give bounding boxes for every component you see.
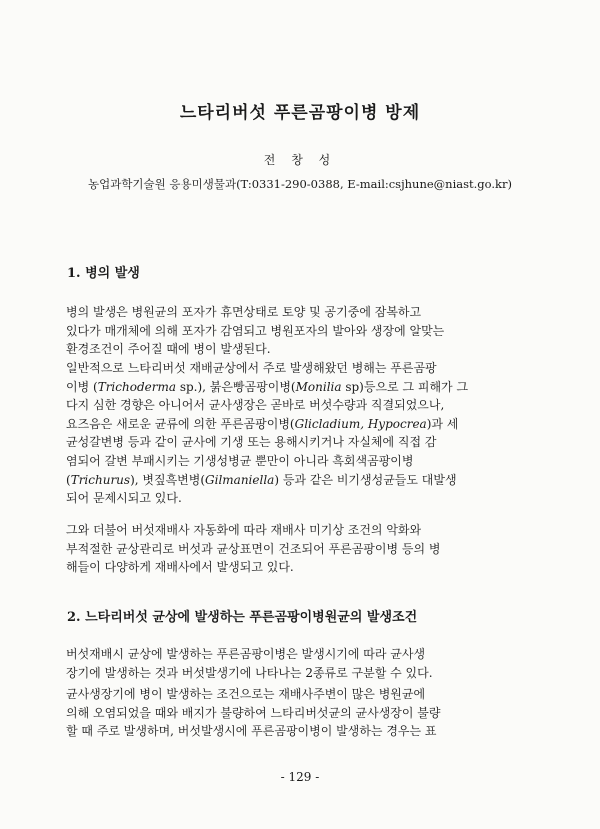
text-line: 다지 심한 경향은 아니어서 균사생장은 곧바로 버섯수량과 직결되었으나, <box>66 398 445 413</box>
species-name: Trichurus <box>70 472 131 487</box>
text-line: 버섯재배시 균상에 발생하는 푸른곰팡이병은 발생시기에 따라 균사생 <box>66 647 426 661</box>
text-line: 부적절한 균상관리로 버섯과 균상표면이 건조되어 푸른곰팡이병 등의 병 <box>66 541 441 556</box>
text-line: 의해 오염되었을 때와 배지가 불량하여 느타리버섯균의 균사생장이 불량 <box>66 705 441 720</box>
text-run: ( <box>66 472 71 487</box>
text-run: ) 등과 같은 비기생성균들도 대발생 <box>274 472 457 487</box>
text-line: 그와 더불어 버섯재배사 자동화에 따라 재배사 미기상 조건의 악화와 <box>66 523 422 537</box>
section-2-paragraph-2 <box>66 685 530 741</box>
text-run: sp)등으로 그 피해가 그 <box>341 379 469 394</box>
text-line <box>66 415 530 434</box>
text-line: 할 때 주로 발생하며, 버섯발생시에 푸른곰팡이병이 발생하는 경우는 표 <box>66 724 437 739</box>
text-line: 균사생장기에 병이 발생하는 조건으로는 재배사주변이 많은 병원균에 <box>66 687 426 701</box>
text-run: )과 세 <box>426 416 459 431</box>
section-2-paragraph-1 <box>66 645 530 682</box>
section-2-heading: 2. 느타리버섯 균상에 발생하는 푸른곰팡이병원균의 발생조건 <box>67 610 418 625</box>
section-1-paragraph-1 <box>66 303 530 359</box>
author-affiliation: 농업과학기술원 응용미생물과(T:0331-290-0388, E-mail:csjhune@niast.go.kr) <box>88 177 512 191</box>
text-line: 병의 발생은 병원균의 포자가 휴면상태로 토양 및 공기중에 잠복하고 <box>66 305 422 319</box>
text-run: 요즈음은 새로운 균류에 의한 푸른곰팡이병( <box>66 416 295 431</box>
text-line: 되어 문제시되고 있다. <box>66 491 182 506</box>
text-line: 일반적으로 느타리버섯 재배균상에서 주로 발생해왔던 병해는 푸른곰팡 <box>66 361 437 375</box>
text-run: ), 볏짚흑변병( <box>130 472 206 487</box>
text-line: 환경조건이 주어질 때에 병이 발생된다. <box>66 342 271 357</box>
document-title: 느타리버섯 푸른곰팡이병 방제 <box>179 103 421 123</box>
section-1-paragraph-3 <box>66 521 530 577</box>
text-line: 균성갈변병 등과 같이 균사에 기생 또는 용해시키거나 자실체에 직접 감 <box>66 435 437 450</box>
page-number: - 129 - <box>280 770 320 784</box>
text-line <box>66 471 530 490</box>
species-name: Gilmaniella <box>205 472 275 487</box>
species-name: Trichoderma <box>97 379 176 394</box>
text-run: sp.), 붉은빵곰팡이병( <box>176 379 296 394</box>
text-line: 장기에 발생하는 것과 버섯발생기에 나타나는 2종류로 구분할 수 있다. <box>66 665 433 680</box>
section-1-paragraph-2 <box>66 359 530 508</box>
species-name: Glicladium, Hypocrea <box>294 416 427 431</box>
species-name: Monilia <box>295 379 342 394</box>
text-line: 있다가 매개체에 의해 포자가 감염되고 병원포자의 발아와 생장에 알맞는 <box>66 323 445 338</box>
text-line: 염되어 갈변 부패시키는 기생성병균 뿐만이 아니라 흑회색곰팡이병 <box>66 453 414 468</box>
section-1-heading: 1. 병의 발생 <box>67 266 140 281</box>
text-line: 해들이 다양하게 재배사에서 발생되고 있다. <box>66 560 294 575</box>
author-name: 전 창 성 <box>263 153 337 167</box>
text-run: 이병 ( <box>66 379 98 394</box>
text-line <box>66 378 530 397</box>
